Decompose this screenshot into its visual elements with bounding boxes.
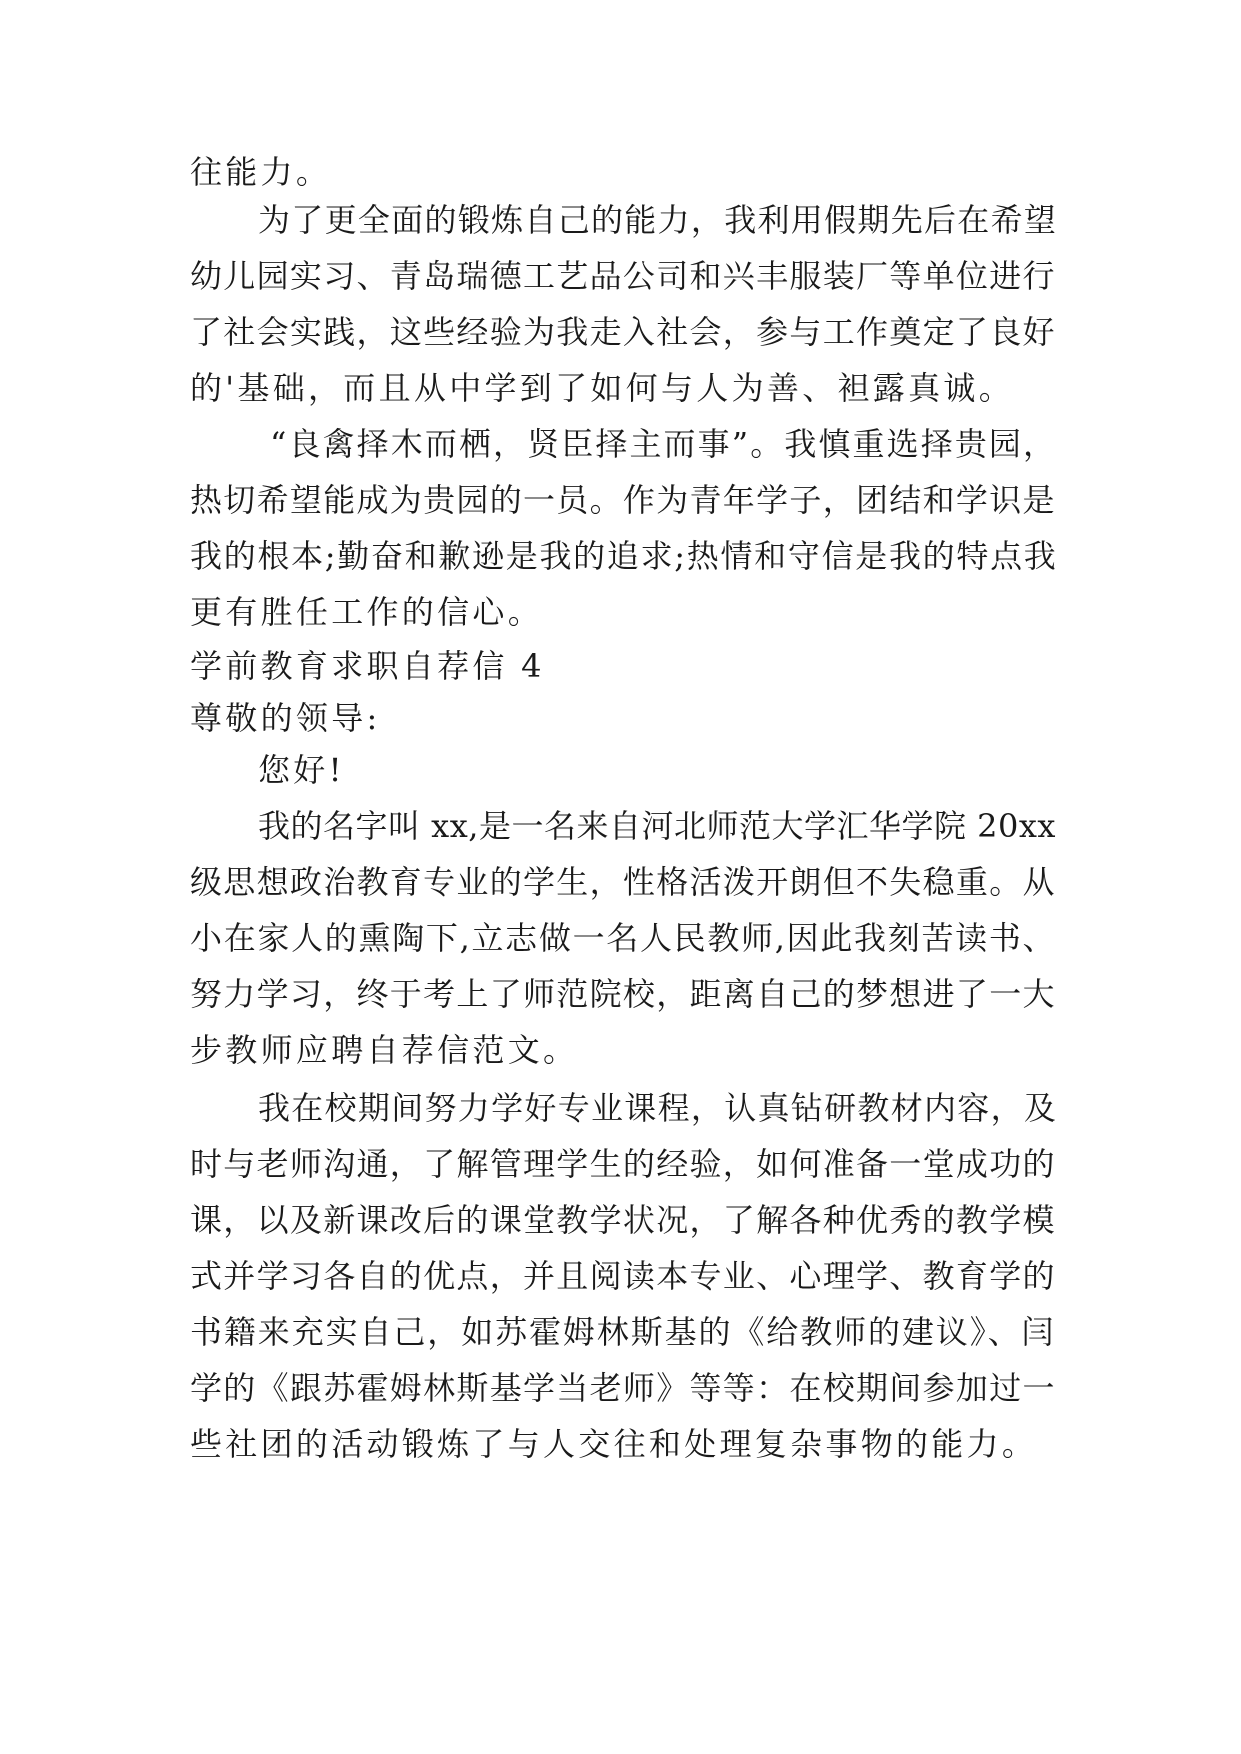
paragraph-line: 我在校期间努力学好专业课程，认真钻研教材内容，及 [258,1089,1058,1127]
paragraph-line: 我的名字叫 xx,是一名来自河北师范大学汇华学院 20xx [258,807,1056,845]
paragraph-line: 往能力。 [190,153,332,191]
paragraph-line: 小在家人的熏陶下,立志做一名人民教师,因此我刻苦读书、 [190,919,1057,957]
paragraph-line: 努力学习，终于考上了师范院校，距离自己的梦想进了一大 [190,975,1056,1013]
paragraph-line: 书籍来充实自己，如苏霍姆林斯基的《给教师的建议》、闫 [190,1313,1056,1351]
greeting: 您好! [258,751,345,789]
paragraph-line: 式并学习各自的优点，并且阅读本专业、心理学、教育学的 [190,1257,1056,1295]
section-heading: 学前教育求职自荐信 4 [190,647,545,685]
paragraph-line: “良禽择木而栖，贤臣择主而事”。我慎重选择贵园， [270,425,1058,463]
paragraph-line: 级思想政治教育专业的学生，性格活泼开朗但不失稳重。从 [190,863,1056,901]
paragraph-line: 热切希望能成为贵园的一员。作为青年学子，团结和学识是 [190,481,1056,519]
paragraph-line: 时与老师沟通，了解管理学生的经验，如何准备一堂成功的 [190,1145,1056,1183]
paragraph-line: 学的《跟苏霍姆林斯基学当老师》等等：在校期间参加过一 [190,1369,1056,1407]
paragraph-line: 步教师应聘自荐信范文。 [190,1031,579,1069]
paragraph-line: 为了更全面的锻炼自己的能力，我利用假期先后在希望 [258,201,1058,239]
paragraph-line: 的'基础，而且从中学到了如何与人为善、袒露真诚。 [190,369,1014,407]
paragraph-line: 更有胜任工作的信心。 [190,593,544,631]
paragraph-line: 课，以及新课改后的课堂教学状况，了解各种优秀的教学模 [190,1201,1056,1239]
paragraph-line: 幼儿园实习、青岛瑞德工艺品公司和兴丰服装厂等单位进行 [190,257,1056,295]
paragraph-line: 我的根本;勤奋和歉逊是我的追求;热情和守信是我的特点我 [190,537,1058,575]
paragraph-line: 些社团的活动锻炼了与人交往和处理复杂事物的能力。 [190,1425,1038,1463]
salutation: 尊敬的领导: [190,699,381,737]
paragraph-line: 了社会实践，这些经验为我走入社会，参与工作奠定了良好 [190,313,1056,351]
